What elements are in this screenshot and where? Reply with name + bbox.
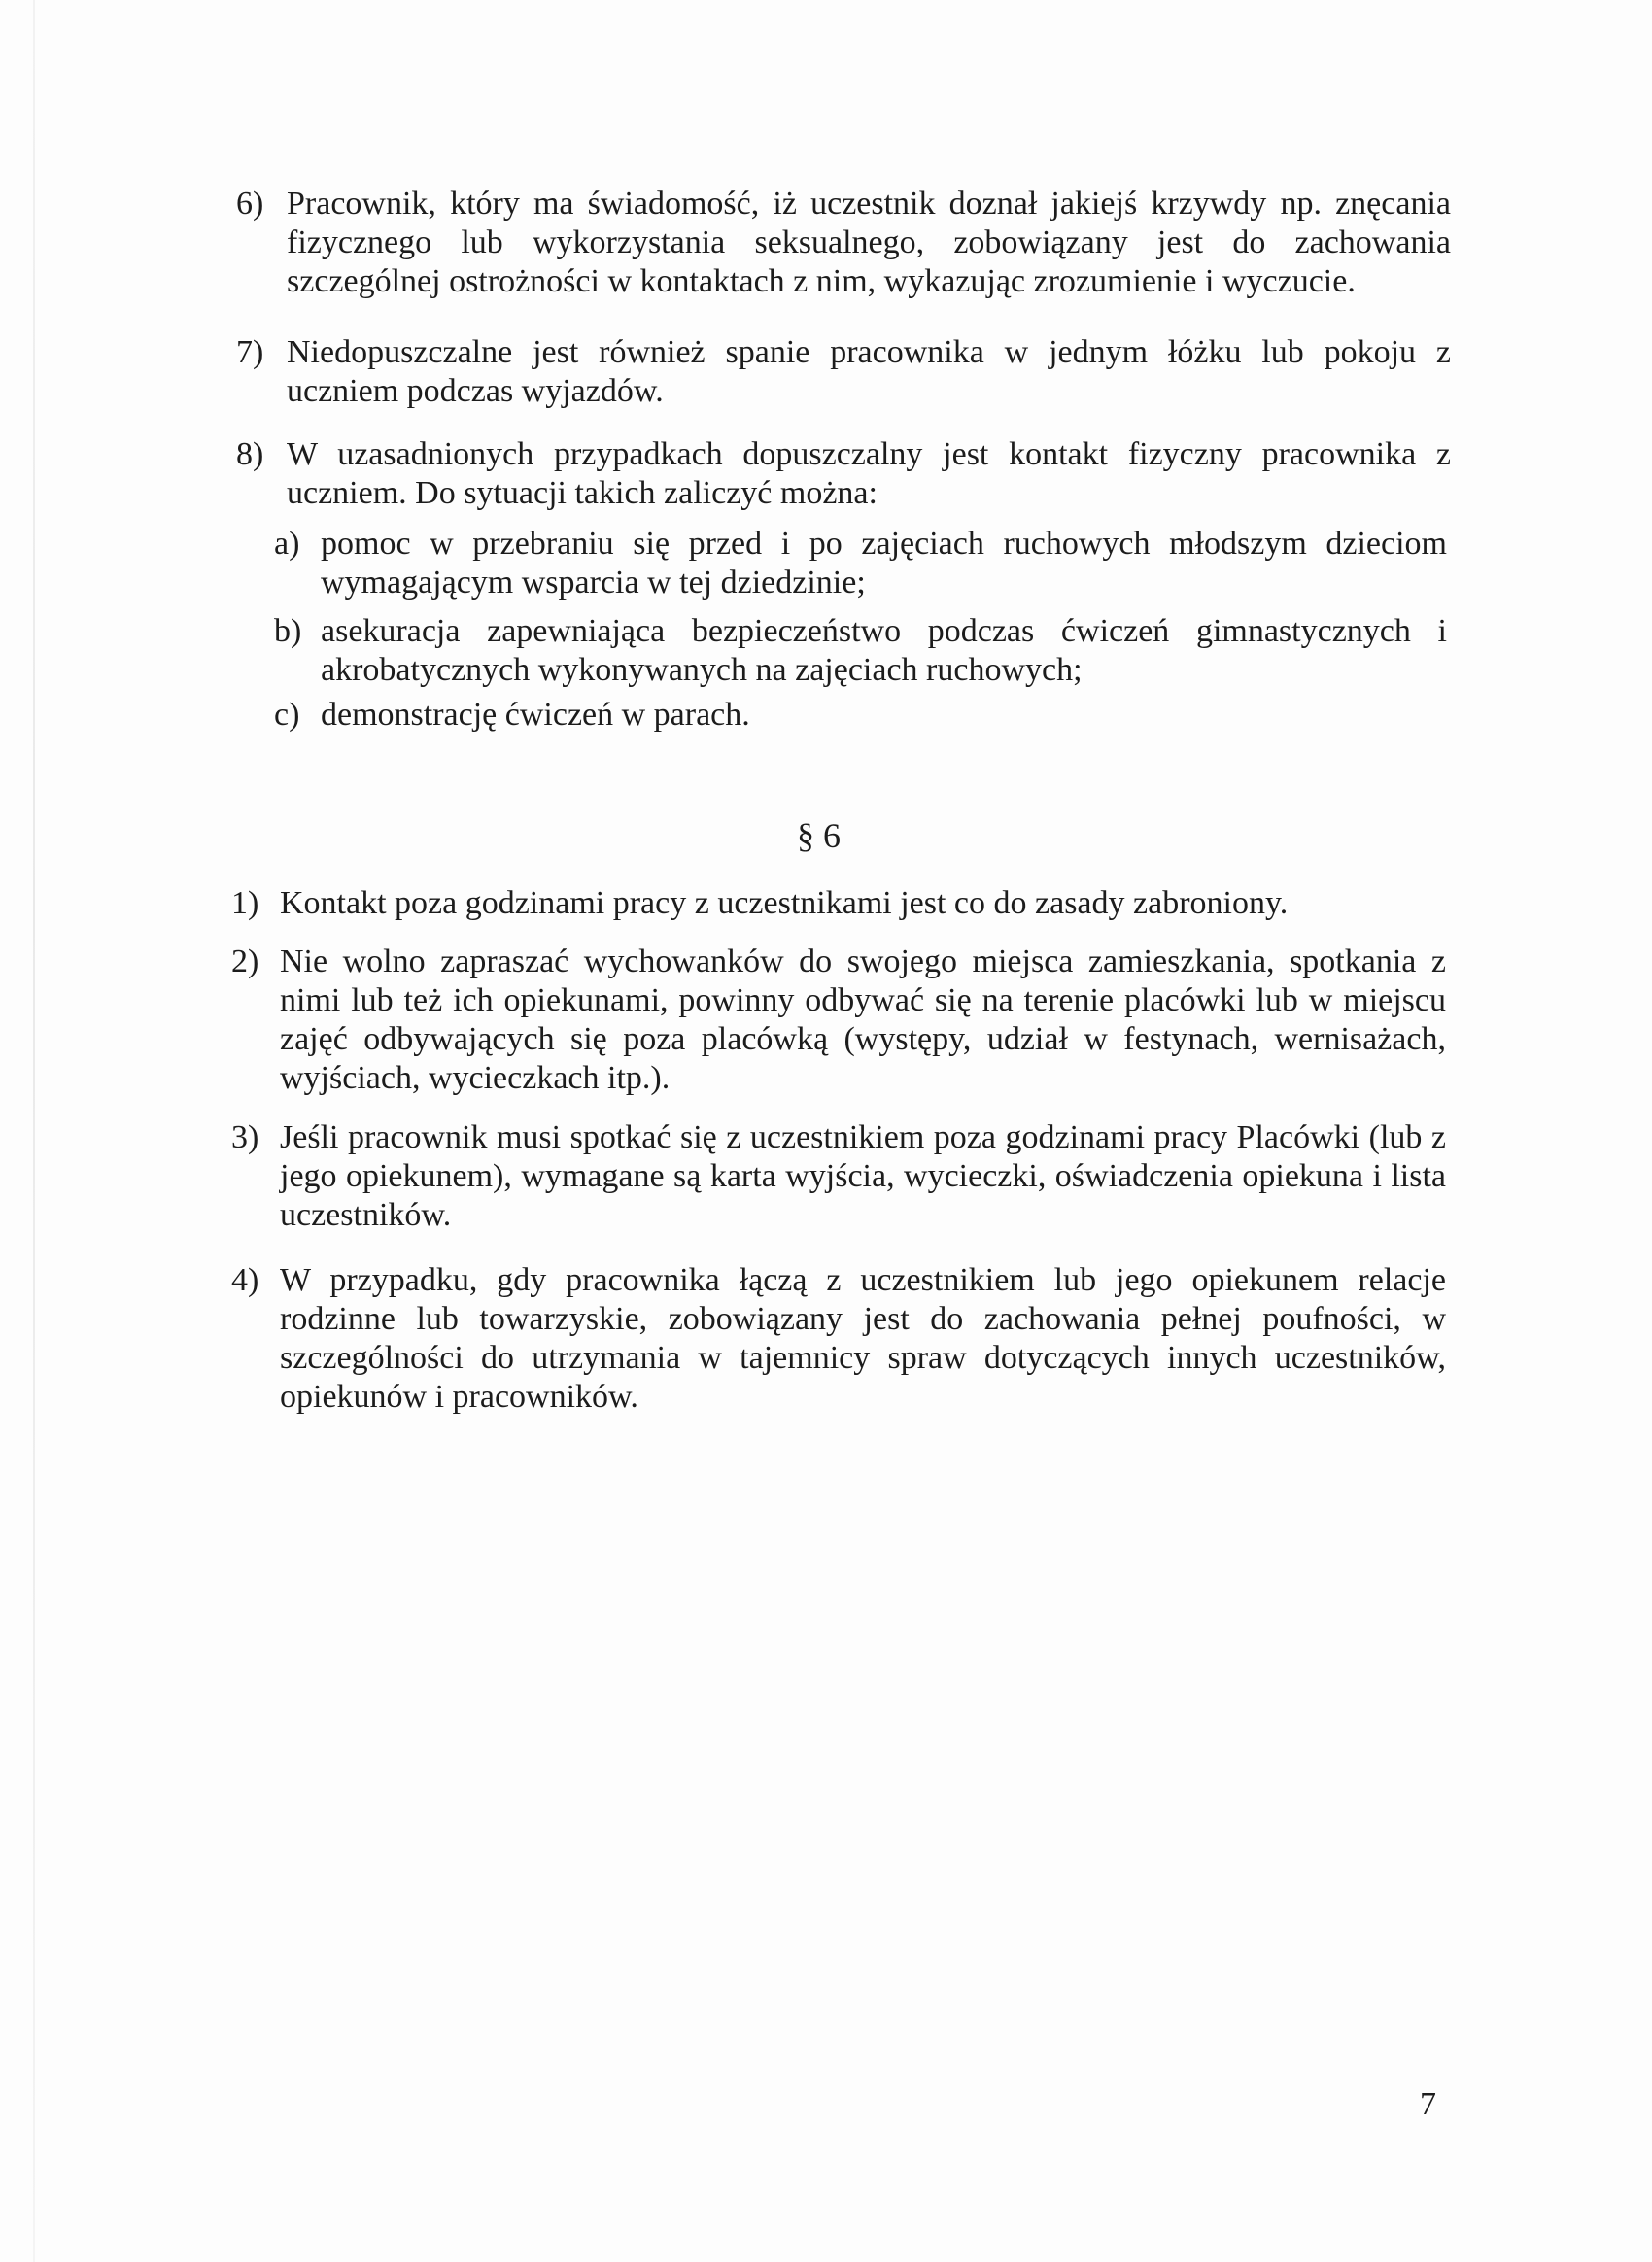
scan-edge-shadow [33,0,35,2262]
list-item-number: 7) [236,334,264,370]
sub-item-text: asekuracja zapewniająca bezpieczeństwo podczas ćwiczeń gimnastycznych i akrobatycznych wykonywanych na zajęciach ruchowych; [321,613,1447,688]
list-item-number: 3) [231,1119,259,1155]
sub-item-letter: a) [274,526,300,562]
sub-item-text: demonstrację ćwiczeń w parach. [321,697,750,733]
list-item-number: 4) [231,1262,259,1298]
sub-item-letter: c) [274,697,300,733]
list-item-text: Niedopuszczalne jest również spanie pracownika w jednym łóżku lub pokoju z uczniem podczas wyjazdów. [287,334,1451,409]
list-item-number: 6) [236,186,264,222]
list-item-text: W przypadku, gdy pracownika łączą z uczestnikiem lub jego opiekunem relacje rodzinne lub towarzyskie, zobowiązany jest do zachowania pełnej poufności, w szczególności do utrzymania w tajemnicy spraw dotyczących innych uczestników, opiekunów i pracowników. [280,1262,1446,1415]
list-item-number: 2) [231,943,259,979]
list-item-text: Nie wolno zapraszać wychowanków do swojego miejsca zamieszkania, spotkania z nimi lub też ich opiekunami, powinny odbywać się na terenie placówki lub w miejscu zajęć odbywających się poza placówką (występy, udział w festynach, wernisażach, wyjściach, wycieczkach itp.). [280,943,1446,1096]
sub-item-text: pomoc w przebraniu się przed i po zajęciach ruchowych młodszym dzieciom wymagającym wsparcia w tej dziedzinie; [321,526,1447,600]
list-item-number: 8) [236,436,264,472]
list-item-text: Jeśli pracownik musi spotkać się z uczestnikiem poza godzinami pracy Placówki (lub z jego opiekunem), wymagane są karta wyjścia, wycieczki, oświadczenia opiekuna i lista uczestników. [280,1119,1446,1233]
list-item-text: W uzasadnionych przypadkach dopuszczalny jest kontakt fizyczny pracownika z uczniem. Do sytuacji takich zaliczyć można: [287,436,1451,511]
page-number: 7 [1420,2086,1436,2122]
section-heading: § 6 [797,816,841,855]
sub-item-letter: b) [274,613,302,649]
list-item-number: 1) [231,885,259,921]
list-item-text: Pracownik, który ma świadomość, iż uczestnik doznał jakiejś krzywdy np. znęcania fizycznego lub wykorzystania seksualnego, zobowiązany jest do zachowania szczególnej ostrożności w kontaktach z nim, wykazując zrozumienie i wyczucie. [287,186,1451,299]
list-item-text: Kontakt poza godzinami pracy z uczestnikami jest co do zasady zabroniony. [280,885,1289,921]
